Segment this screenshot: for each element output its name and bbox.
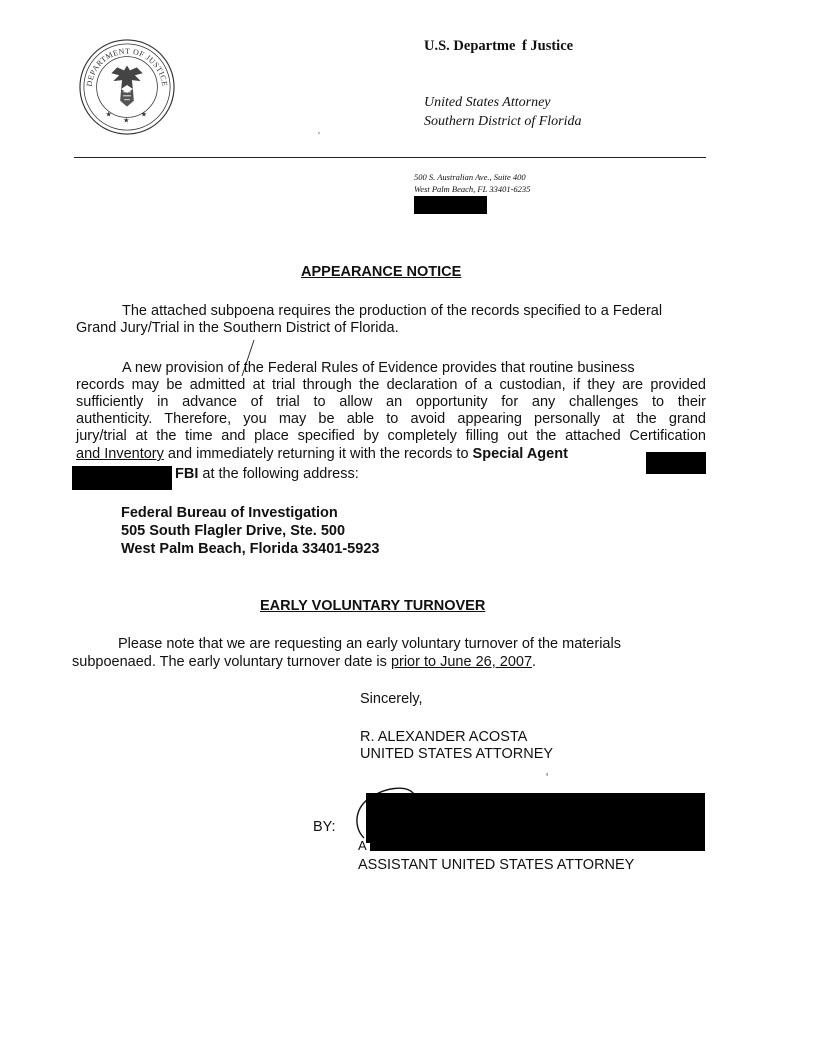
redaction-signature <box>366 793 705 843</box>
department-title: U.S. Departme f Justice <box>424 38 574 54</box>
fbi-address-line2: 505 South Flagler Drive, Ste. 500 <box>121 523 346 539</box>
stray-mark: ' <box>318 131 320 142</box>
paragraph-line: records may be admitted at trial through the declaration of a custodian, if they are provided <box>76 377 706 393</box>
ausa-title: ASSISTANT UNITED STATES ATTORNEY <box>358 857 635 873</box>
paragraph-line: sufficiently in advance of trial to allow an opportunity for any challenges to their <box>76 394 706 410</box>
office-district: Southern District of Florida <box>424 114 582 129</box>
redaction-agent-name-cont <box>72 466 172 490</box>
signer-initial: A <box>358 838 367 853</box>
doj-seal-icon <box>78 38 176 136</box>
redaction-ausa-name <box>370 843 705 851</box>
fbi-address-line1: Federal Bureau of Investigation <box>121 505 338 521</box>
signer-name: R. ALEXANDER ACOSTA <box>360 729 528 745</box>
redaction-phone <box>414 196 487 214</box>
early-turnover-heading: EARLY VOLUNTARY TURNOVER <box>260 598 486 614</box>
office-address-line2: West Palm Beach, FL 33401-6235 <box>414 184 531 194</box>
svg-text:★: ★ <box>123 117 130 125</box>
fbi-address-line3: West Palm Beach, Florida 33401-5923 <box>121 541 380 557</box>
closing: Sincerely, <box>360 691 423 707</box>
paragraph-line: FBI at the following address: <box>175 466 359 482</box>
svg-text:★: ★ <box>105 111 112 119</box>
by-label: BY: <box>313 819 336 835</box>
paragraph-line: Grand Jury/Trial in the Southern District of Florida. <box>76 320 399 336</box>
paragraph-line: authenticity. Therefore, you may be able to avoid appearing personally at the grand <box>76 411 706 427</box>
redaction-agent-name <box>646 452 706 474</box>
svg-text:DEPARTMENT OF JUSTICE: DEPARTMENT OF JUSTICE <box>84 46 170 88</box>
svg-text:★: ★ <box>140 111 147 119</box>
paragraph-line: Please note that we are requesting an early voluntary turnover of the materials <box>118 636 621 652</box>
signer-title: UNITED STATES ATTORNEY <box>360 746 554 762</box>
paragraph-line: jury/trial at the time and place specified by completely filling out the attached Certification <box>76 428 706 444</box>
stray-mark: ‘ <box>546 772 549 783</box>
paragraph-line: and Inventory and immediately returning it with the records to Special Agent <box>76 446 568 462</box>
paragraph-line: subpoenaed. The early voluntary turnover date is prior to June 26, 2007. <box>72 654 537 670</box>
office-name: United States Attorney <box>424 95 551 110</box>
header-divider <box>74 157 706 158</box>
paragraph-line: The attached subpoena requires the production of the records specified to a Federal <box>122 303 663 319</box>
appearance-notice-heading: APPEARANCE NOTICE <box>301 264 462 280</box>
paragraph-line: A new provision of the Federal Rules of Evidence provides that routine business <box>122 360 635 376</box>
office-address-line1: 500 S. Australian Ave., Suite 400 <box>414 172 526 182</box>
